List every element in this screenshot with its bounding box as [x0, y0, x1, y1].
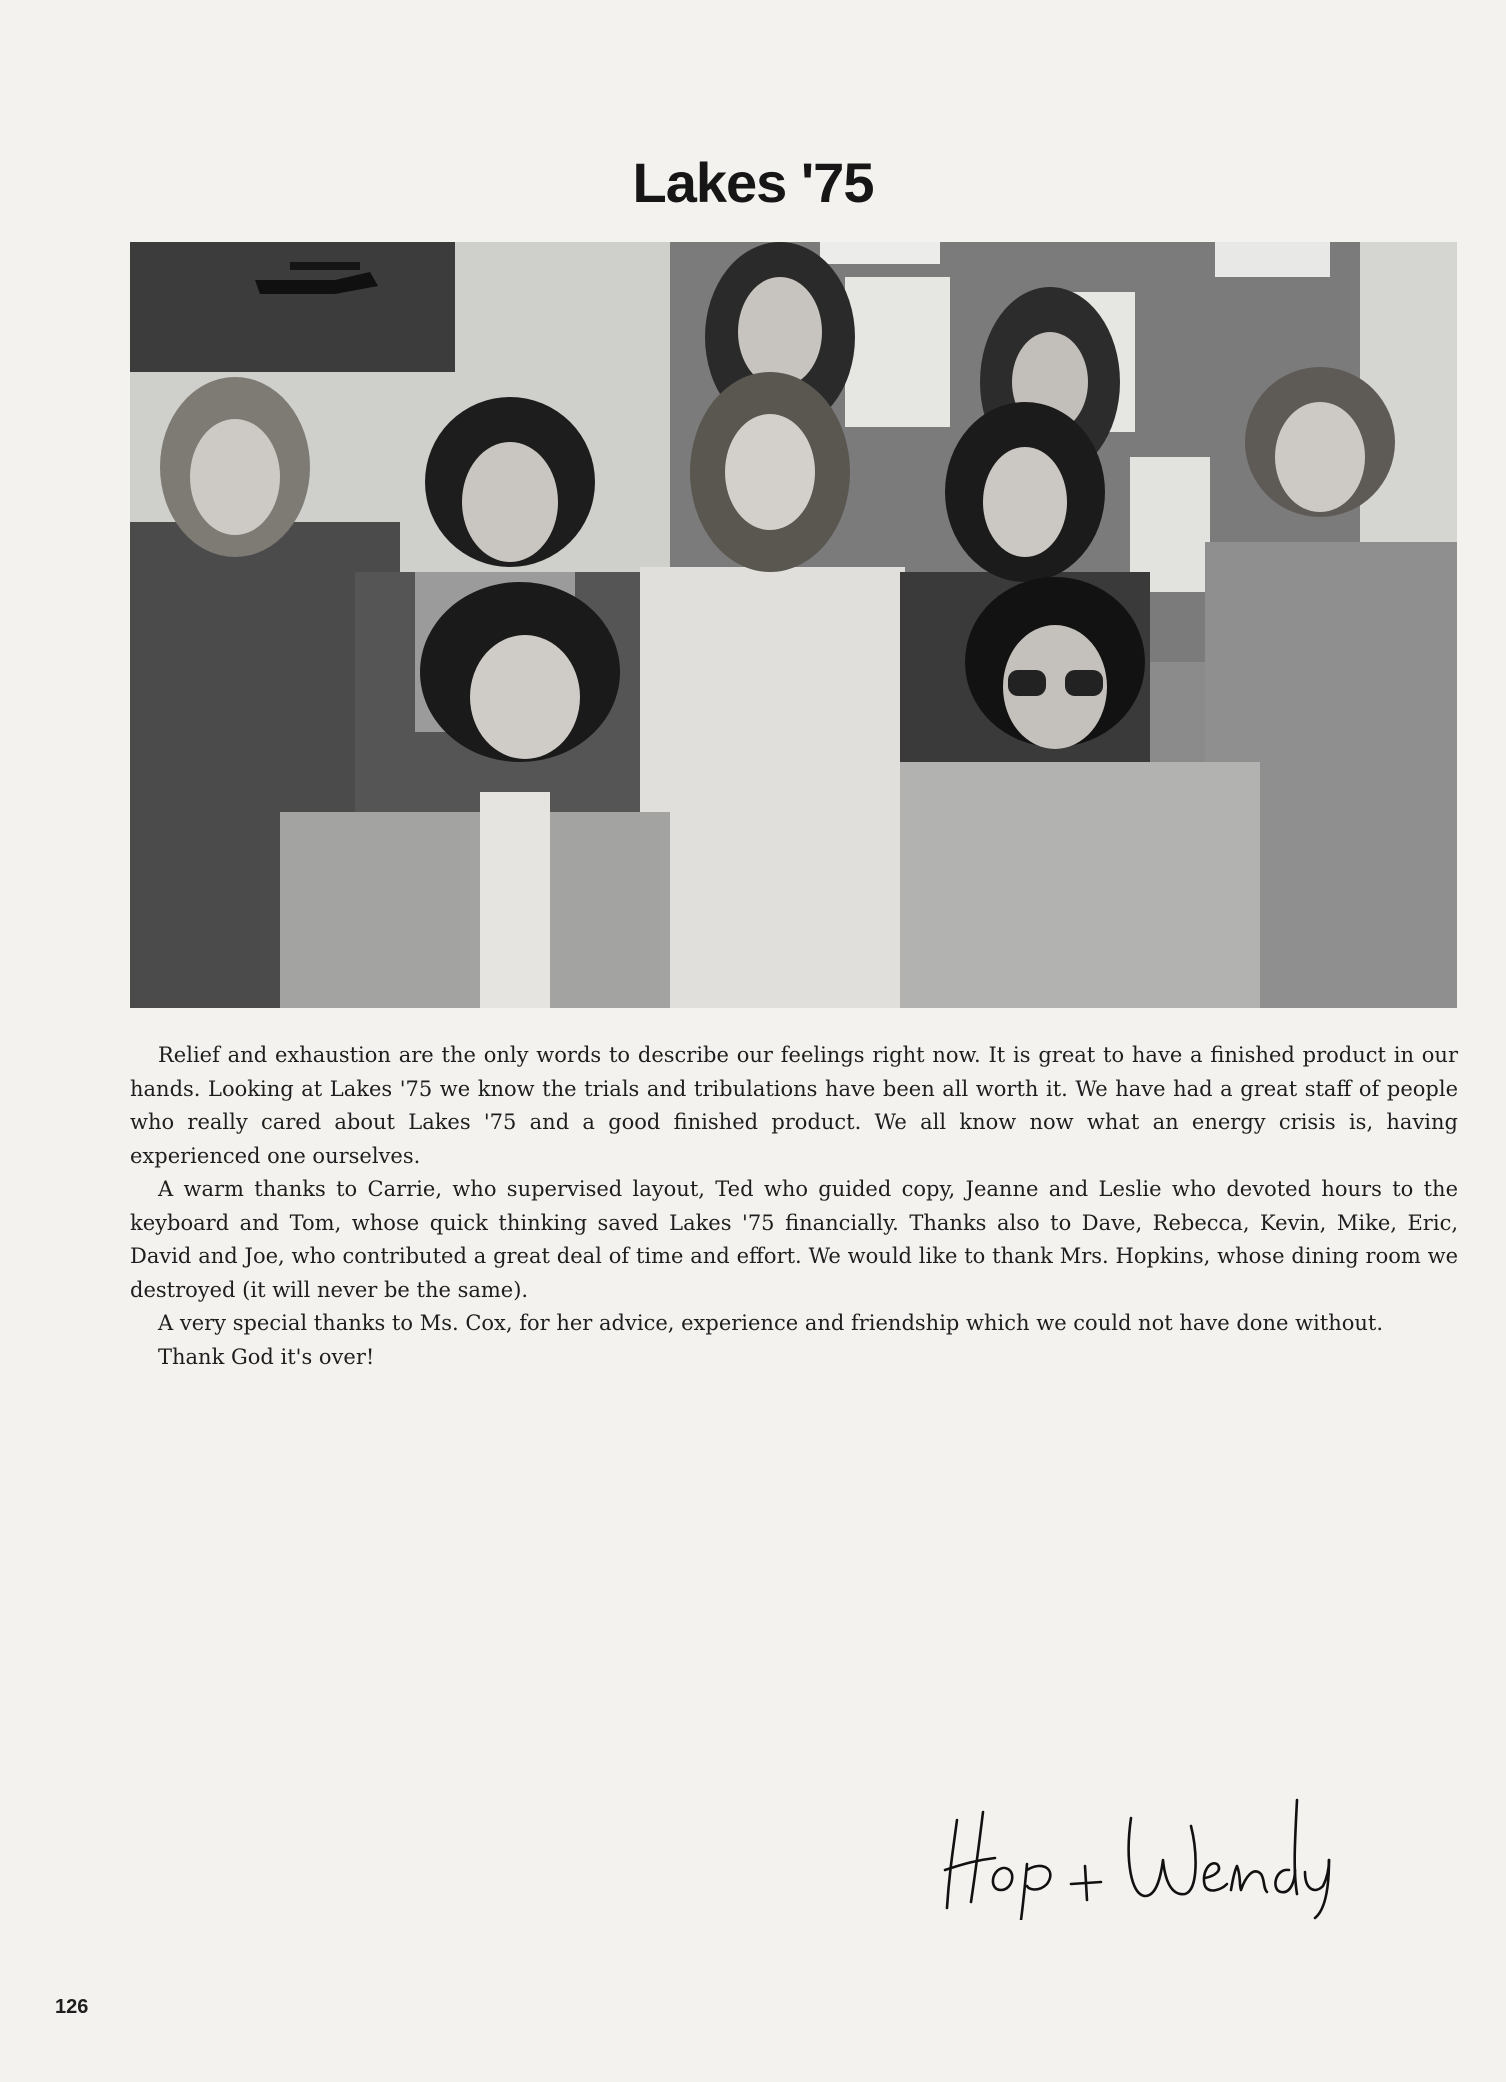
page-title: Lakes '75 [632, 151, 874, 214]
page-number: 126 [55, 1996, 89, 2018]
body-text [130, 1039, 1458, 1374]
handwritten-signature [935, 1790, 1335, 1920]
paragraph-3: A very special thanks to Ms. Cox, for her advice, experience and friendship which we could not have done without. [158, 1311, 1384, 1335]
airplane-poster [130, 242, 455, 372]
paragraph-4: Thank God it's over! [158, 1344, 375, 1369]
paragraph-2: A warm thanks to Carrie, who supervised layout, Ted who guided copy, Jeanne and Leslie who devoted hours to the keyboard and Tom, whose quick thinking saved Lakes '75 financially. Thanks also to Dave, Rebecca, Kevin, Mike, Eric, David and Joe, who contributed a great deal of time and effort. We would like to thank Mrs. Hopkins, whose dining room we destroyed (it will never be the same). [130, 1177, 1458, 1302]
paragraph-1: Relief and exhaustion are the only words to describe our feelings right now. It is great to have a finished product in our hands. Looking at Lakes '75 we know the trials and tribulations have been all worth it. We have had a great staff of people who really cared about Lakes '75 and a good finished product. We all know now what an energy crisis is, having experienced one ourselves. [130, 1043, 1458, 1168]
staff-photo [130, 242, 1457, 1008]
